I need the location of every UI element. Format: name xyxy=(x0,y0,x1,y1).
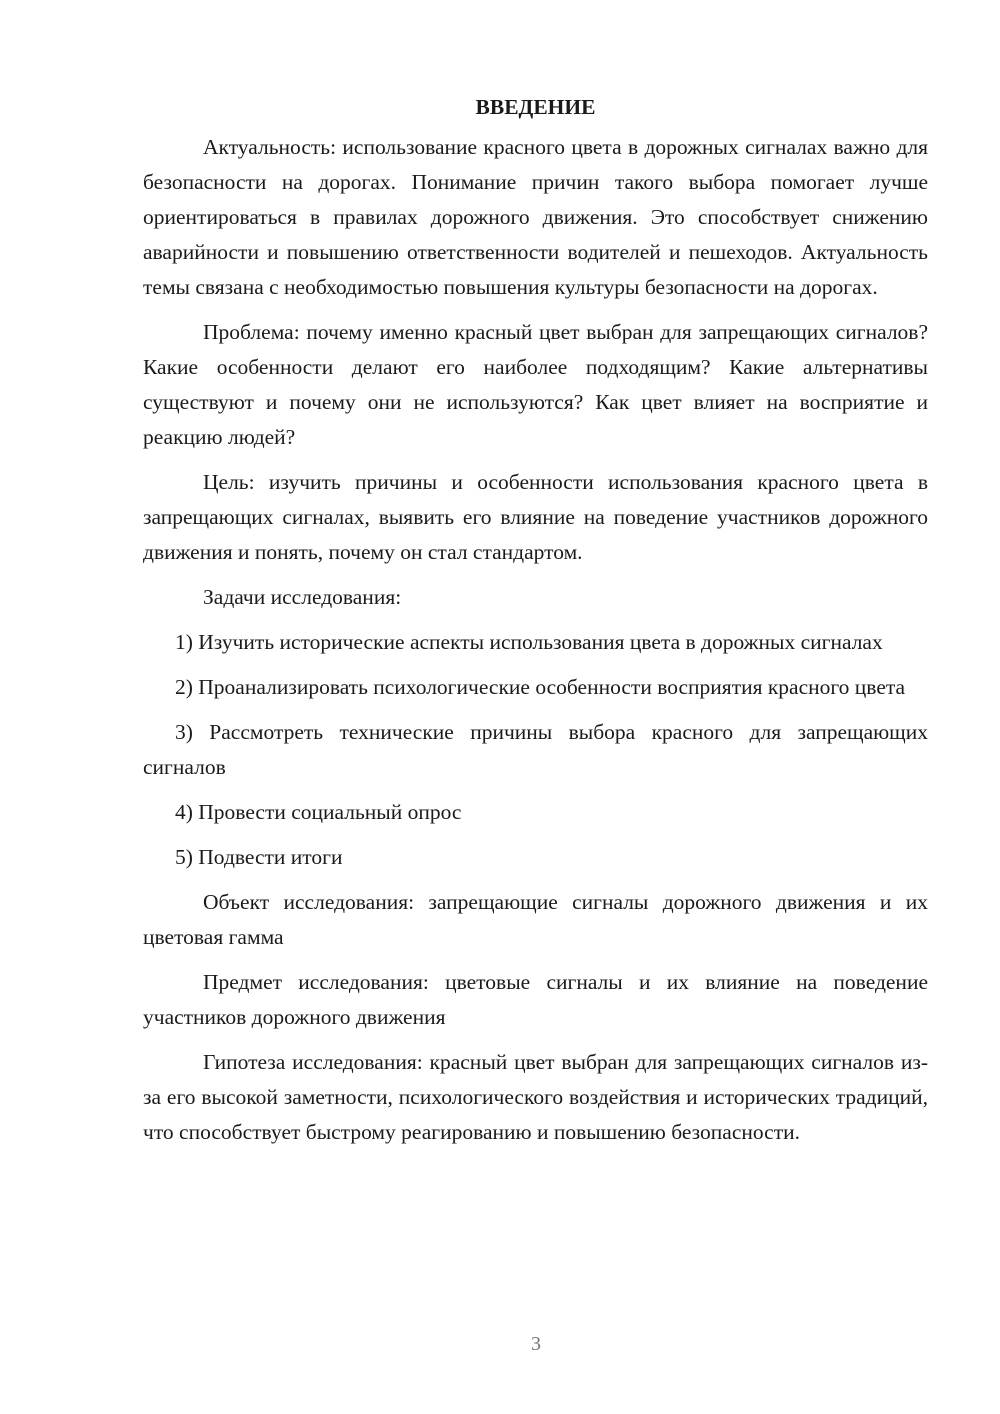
problem-paragraph: Проблема: почему именно красный цвет выбран для запрещающих сигналов? Какие особенности делают его наиболее подходящим? Какие альтернативы существуют и почему они не используются? Как цвет влияет на восприятие и реакцию людей? xyxy=(143,320,928,449)
task-item-5: 5) Подвести итоги xyxy=(175,845,343,869)
research-subject-paragraph: Предмет исследования: цветовые сигналы и их влияние на поведение участников дорожного движения xyxy=(143,970,928,1029)
task-item-2: 2) Проанализировать психологические особенности восприятия красного цвета xyxy=(175,675,906,699)
research-object-paragraph: Объект исследования: запрещающие сигналы дорожного движения и их цветовая гамма xyxy=(143,890,928,949)
tasks-heading: Задачи исследования: xyxy=(203,585,402,609)
task-item-3: 3) Рассмотреть технические причины выбора красного для запрещающих сигналов xyxy=(143,720,928,779)
task-item-4: 4) Провести социальный опрос xyxy=(175,800,462,824)
hypothesis-paragraph: Гипотеза исследования: красный цвет выбран для запрещающих сигналов из-за его высокой заметности, психологического воздействия и исторических традиций, что способствует быстрому реагированию и повышению безопасности. xyxy=(143,1050,928,1144)
section-title: ВВЕДЕНИЕ xyxy=(475,95,596,119)
task-item-1: 1) Изучить исторические аспекты использования цвета в дорожных сигналах xyxy=(175,630,883,654)
goal-paragraph: Цель: изучить причины и особенности использования красного цвета в запрещающих сигналах, выявить его влияние на поведение участников дорожного движения и понять, почему он стал стандартом. xyxy=(143,470,928,564)
relevance-paragraph: Актуальность: использование красного цвета в дорожных сигналах важно для безопасности на дорогах. Понимание причин такого выбора помогает лучше ориентироваться в правилах дорожного движения. Это способствует снижению аварийности и повышению ответственности водителей и пешеходов. Актуальность темы связана с необходимостью повышения культуры безопасности на дорогах. xyxy=(143,135,928,299)
document-page xyxy=(143,92,928,1160)
page-number: 3 xyxy=(531,1333,541,1355)
